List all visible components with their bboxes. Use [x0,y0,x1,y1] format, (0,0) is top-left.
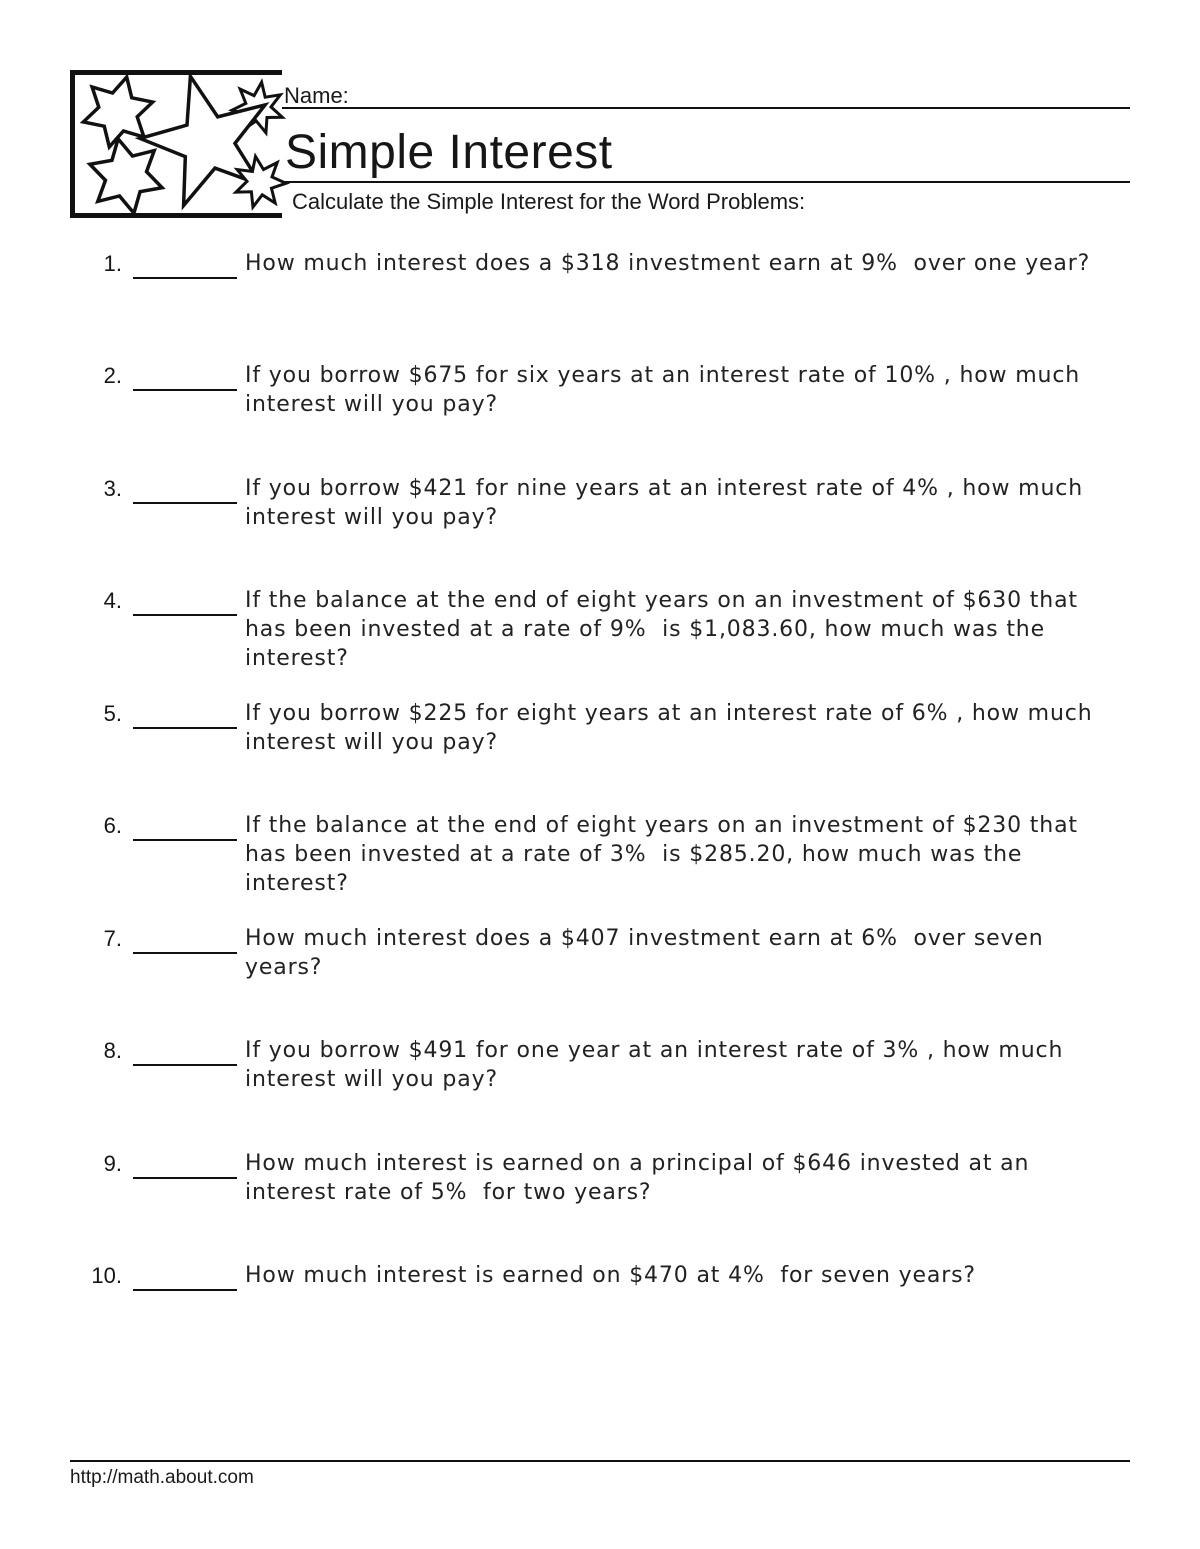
name-line [282,85,1130,109]
title-underline [282,181,1130,183]
answer-blank [133,249,237,279]
stars-graphic [70,70,282,218]
problem-number: 2. [103,363,122,388]
answer-blank [133,924,237,954]
problem-number: 7. [103,926,122,951]
problem-text: How much interest does a $407 investment earn at 6% over seven years? [245,926,1052,980]
problem-number: 5. [103,701,122,726]
answer-blank [133,361,237,391]
problem-number: 9. [103,1151,122,1176]
answer-blank [133,586,237,616]
footer-divider [70,1460,1130,1462]
problem-number: 10. [91,1263,122,1288]
answer-blank [133,1149,237,1179]
page-title: Simple Interest [285,126,613,179]
problem-text: How much interest is earned on a principal of $646 invested at an interest rate of 5% for two years? [245,1151,1038,1205]
problem-text: If you borrow $421 for nine years at an interest rate of 4% , how much interest will you pay? [245,476,1091,530]
answer-blank [133,811,237,841]
problem-number: 4. [103,588,122,613]
problem-text: If the balance at the end of eight years on an investment of $230 that has been invested at a rate of 3% is $285.20, how much was the interest? [245,813,1086,896]
problem-number: 6. [103,813,122,838]
answer-blank [133,474,237,504]
problem-text: If you borrow $225 for eight years at an interest rate of 6% , how much interest will you pay? [245,701,1101,755]
problem-number: 3. [103,476,122,501]
problem-number: 8. [103,1038,122,1063]
problem-text: If the balance at the end of eight years on an investment of $630 that has been invested at a rate of 9% is $1,083.60, how much was the interest? [245,588,1086,671]
page-subtitle: Calculate the Simple Interest for the Word Problems: [292,189,806,214]
answer-blank [133,699,237,729]
answer-blank [133,1261,237,1291]
name-label: Name: [284,83,349,108]
answer-blank [133,1036,237,1066]
problem-text: How much interest does a $318 investment earn at 9% over one year? [245,251,1091,276]
problem-text: How much interest is earned on $470 at 4% for seven years? [245,1263,976,1288]
problem-number: 1. [103,251,122,276]
footer-url: http://math.about.com [70,1467,254,1488]
problem-text: If you borrow $491 for one year at an interest rate of 3% , how much interest will you pay? [245,1038,1072,1092]
problem-text: If you borrow $675 for six years at an interest rate of 10% , how much interest will you pay? [245,363,1088,417]
